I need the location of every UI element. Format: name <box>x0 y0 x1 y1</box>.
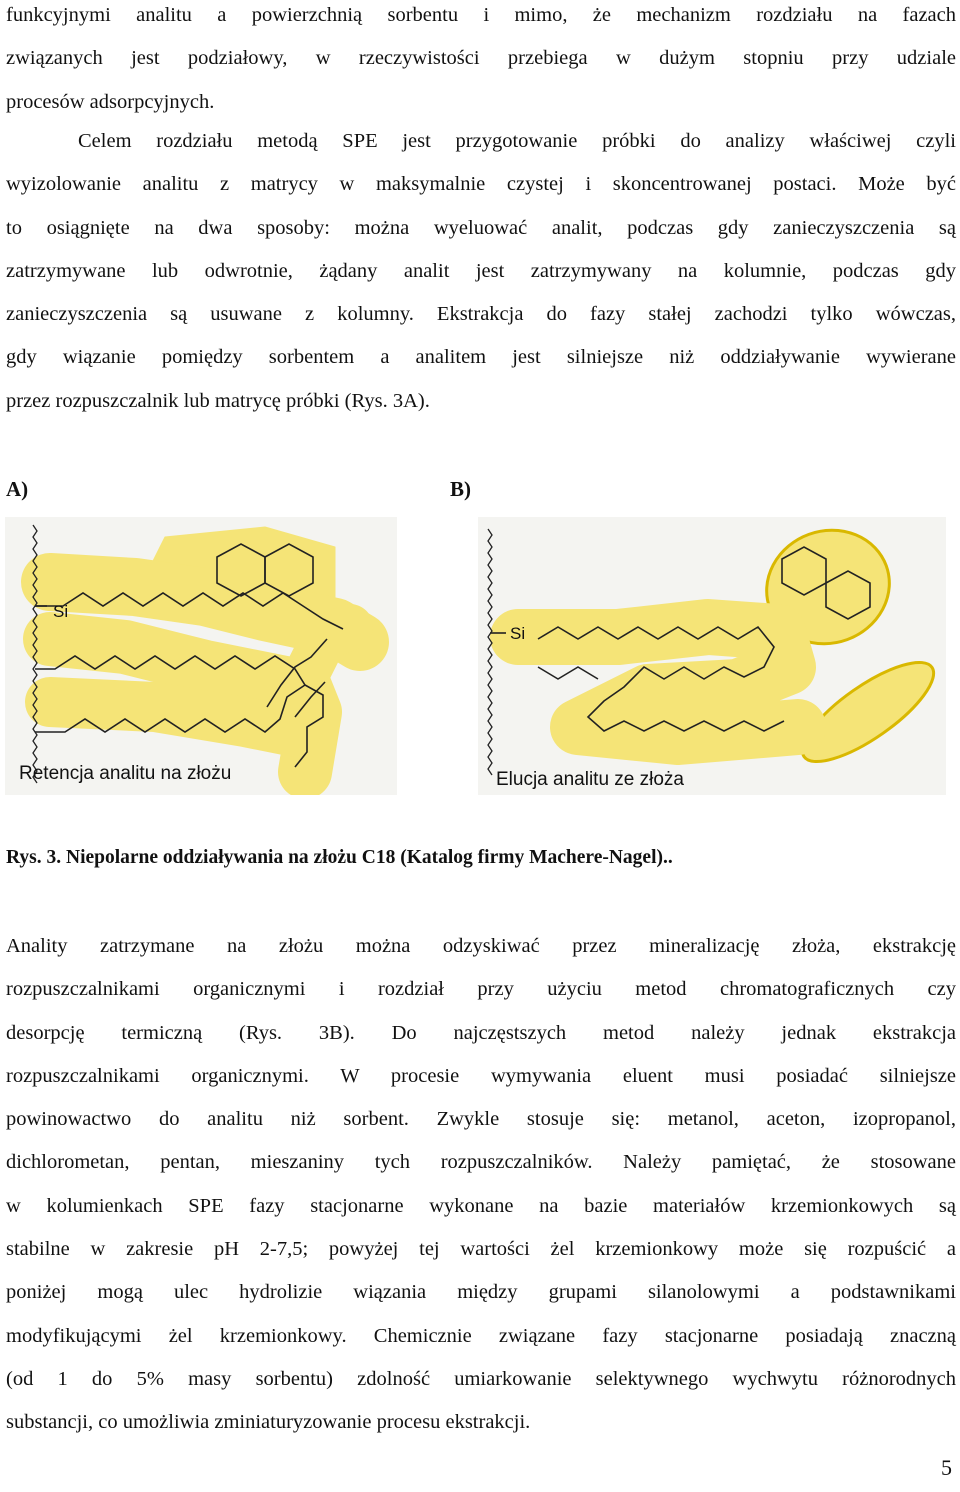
text-line: (od 1 do 5% masy sorbentu) zdolność umiarkowanie selektywnego wychwytu różnorodnych <box>6 1367 956 1390</box>
page-number: 5 <box>941 1455 952 1480</box>
text-line: procesów adsorpcyjnych. <box>6 90 215 113</box>
panel-b-caption: Elucja analitu ze złoża <box>496 769 684 790</box>
figure-label-b: B) <box>450 477 471 501</box>
elution-diagram <box>478 517 946 795</box>
text-line: to osiągnięte na dwa sposoby: można wyeluować analit, podczas gdy zanieczyszczenia są <box>6 216 956 239</box>
text-line: przez rozpuszczalnik lub matrycę próbki (Rys. 3A). <box>6 389 430 412</box>
si-label: Si <box>53 602 69 621</box>
paragraph-3 <box>6 925 956 1445</box>
text-line: gdy wiązanie pomiędzy sorbentem a analitem jest silniejsze niż oddziaływanie wywierane <box>6 346 956 369</box>
text-line: rozpuszczalnikami organicznymi i rozdział przy użyciu metod chromatograficznych czy <box>6 978 956 1001</box>
text-line: poniżej mogą ulec hydrolizie wiązania między grupami silanolowymi a podstawnikami <box>6 1281 956 1304</box>
si-label: Si <box>510 624 526 643</box>
text-line: stabilne w zakresie pH 2-7,5; powyżej tej wartości żel krzemionkowy może się rozpuścić a <box>6 1238 956 1261</box>
text-line: zanieczyszczenia są usuwane z kolumny. Ekstrakcja do fazy stałej zachodzi tylko wówczas, <box>6 303 956 326</box>
text-line: rozpuszczalnikami organicznymi. W procesie wymywania eluent musi posiadać silniejsze <box>6 1064 956 1087</box>
figure-label-a: A) <box>6 477 29 501</box>
text-line: funkcyjnymi analitu a powierzchnią sorbentu i mimo, że mechanizm rozdziału na fazach <box>6 4 956 26</box>
text-line: substancji, co umożliwia zminiaturyzowanie procesu ekstrakcji. <box>6 1411 531 1434</box>
text-line: wyizolowanie analitu z matrycy w maksymalnie czystej i skoncentrowanej postaci. Może być <box>6 173 956 196</box>
text-line: desorpcję termiczną (Rys. 3B). Do najczęstszych metod należy jednak ekstrakcja <box>6 1021 956 1044</box>
text-line: zatrzymywane lub odwrotnie, żądany analit jest zatrzymywany na kolumnie, podczas gdy <box>6 259 956 282</box>
text-line: związanych jest podziałowy, w rzeczywistości przebiega w dużym stopniu przy udziale <box>6 47 956 70</box>
paragraph-2 <box>6 120 956 423</box>
figure-caption: Rys. 3. Niepolarne oddziaływania na złożu C18 (Katalog firmy Machere-Nagel).. <box>6 847 673 868</box>
panel-a-caption: Retencja analitu na złożu <box>19 763 232 784</box>
paragraph-1 <box>6 0 956 124</box>
figure-panel-a <box>5 517 397 795</box>
retention-diagram <box>5 517 397 795</box>
text-line: Anality zatrzymane na złożu można odzyskiwać przez mineralizację złoża, ekstrakcję <box>6 935 956 957</box>
text-line: modyfikującymi żel krzemionkowy. Chemicznie związane fazy stacjonarne posiadają znaczną <box>6 1324 956 1347</box>
figure-panel-b <box>478 517 946 795</box>
text-line: powinowactwo do analitu niż sorbent. Zwykle stosuje się: metanol, aceton, izopropanol, <box>6 1108 956 1131</box>
text-line: dichlorometan, pentan, mieszaniny tych rozpuszczalników. Należy pamiętać, że stosowane <box>6 1151 956 1174</box>
text-line: w kolumienkach SPE fazy stacjonarne wykonane na bazie materiałów krzemionkowych są <box>6 1194 956 1217</box>
text-line: Celem rozdziału metodą SPE jest przygotowanie próbki do analizy właściwej czyli <box>78 130 956 152</box>
